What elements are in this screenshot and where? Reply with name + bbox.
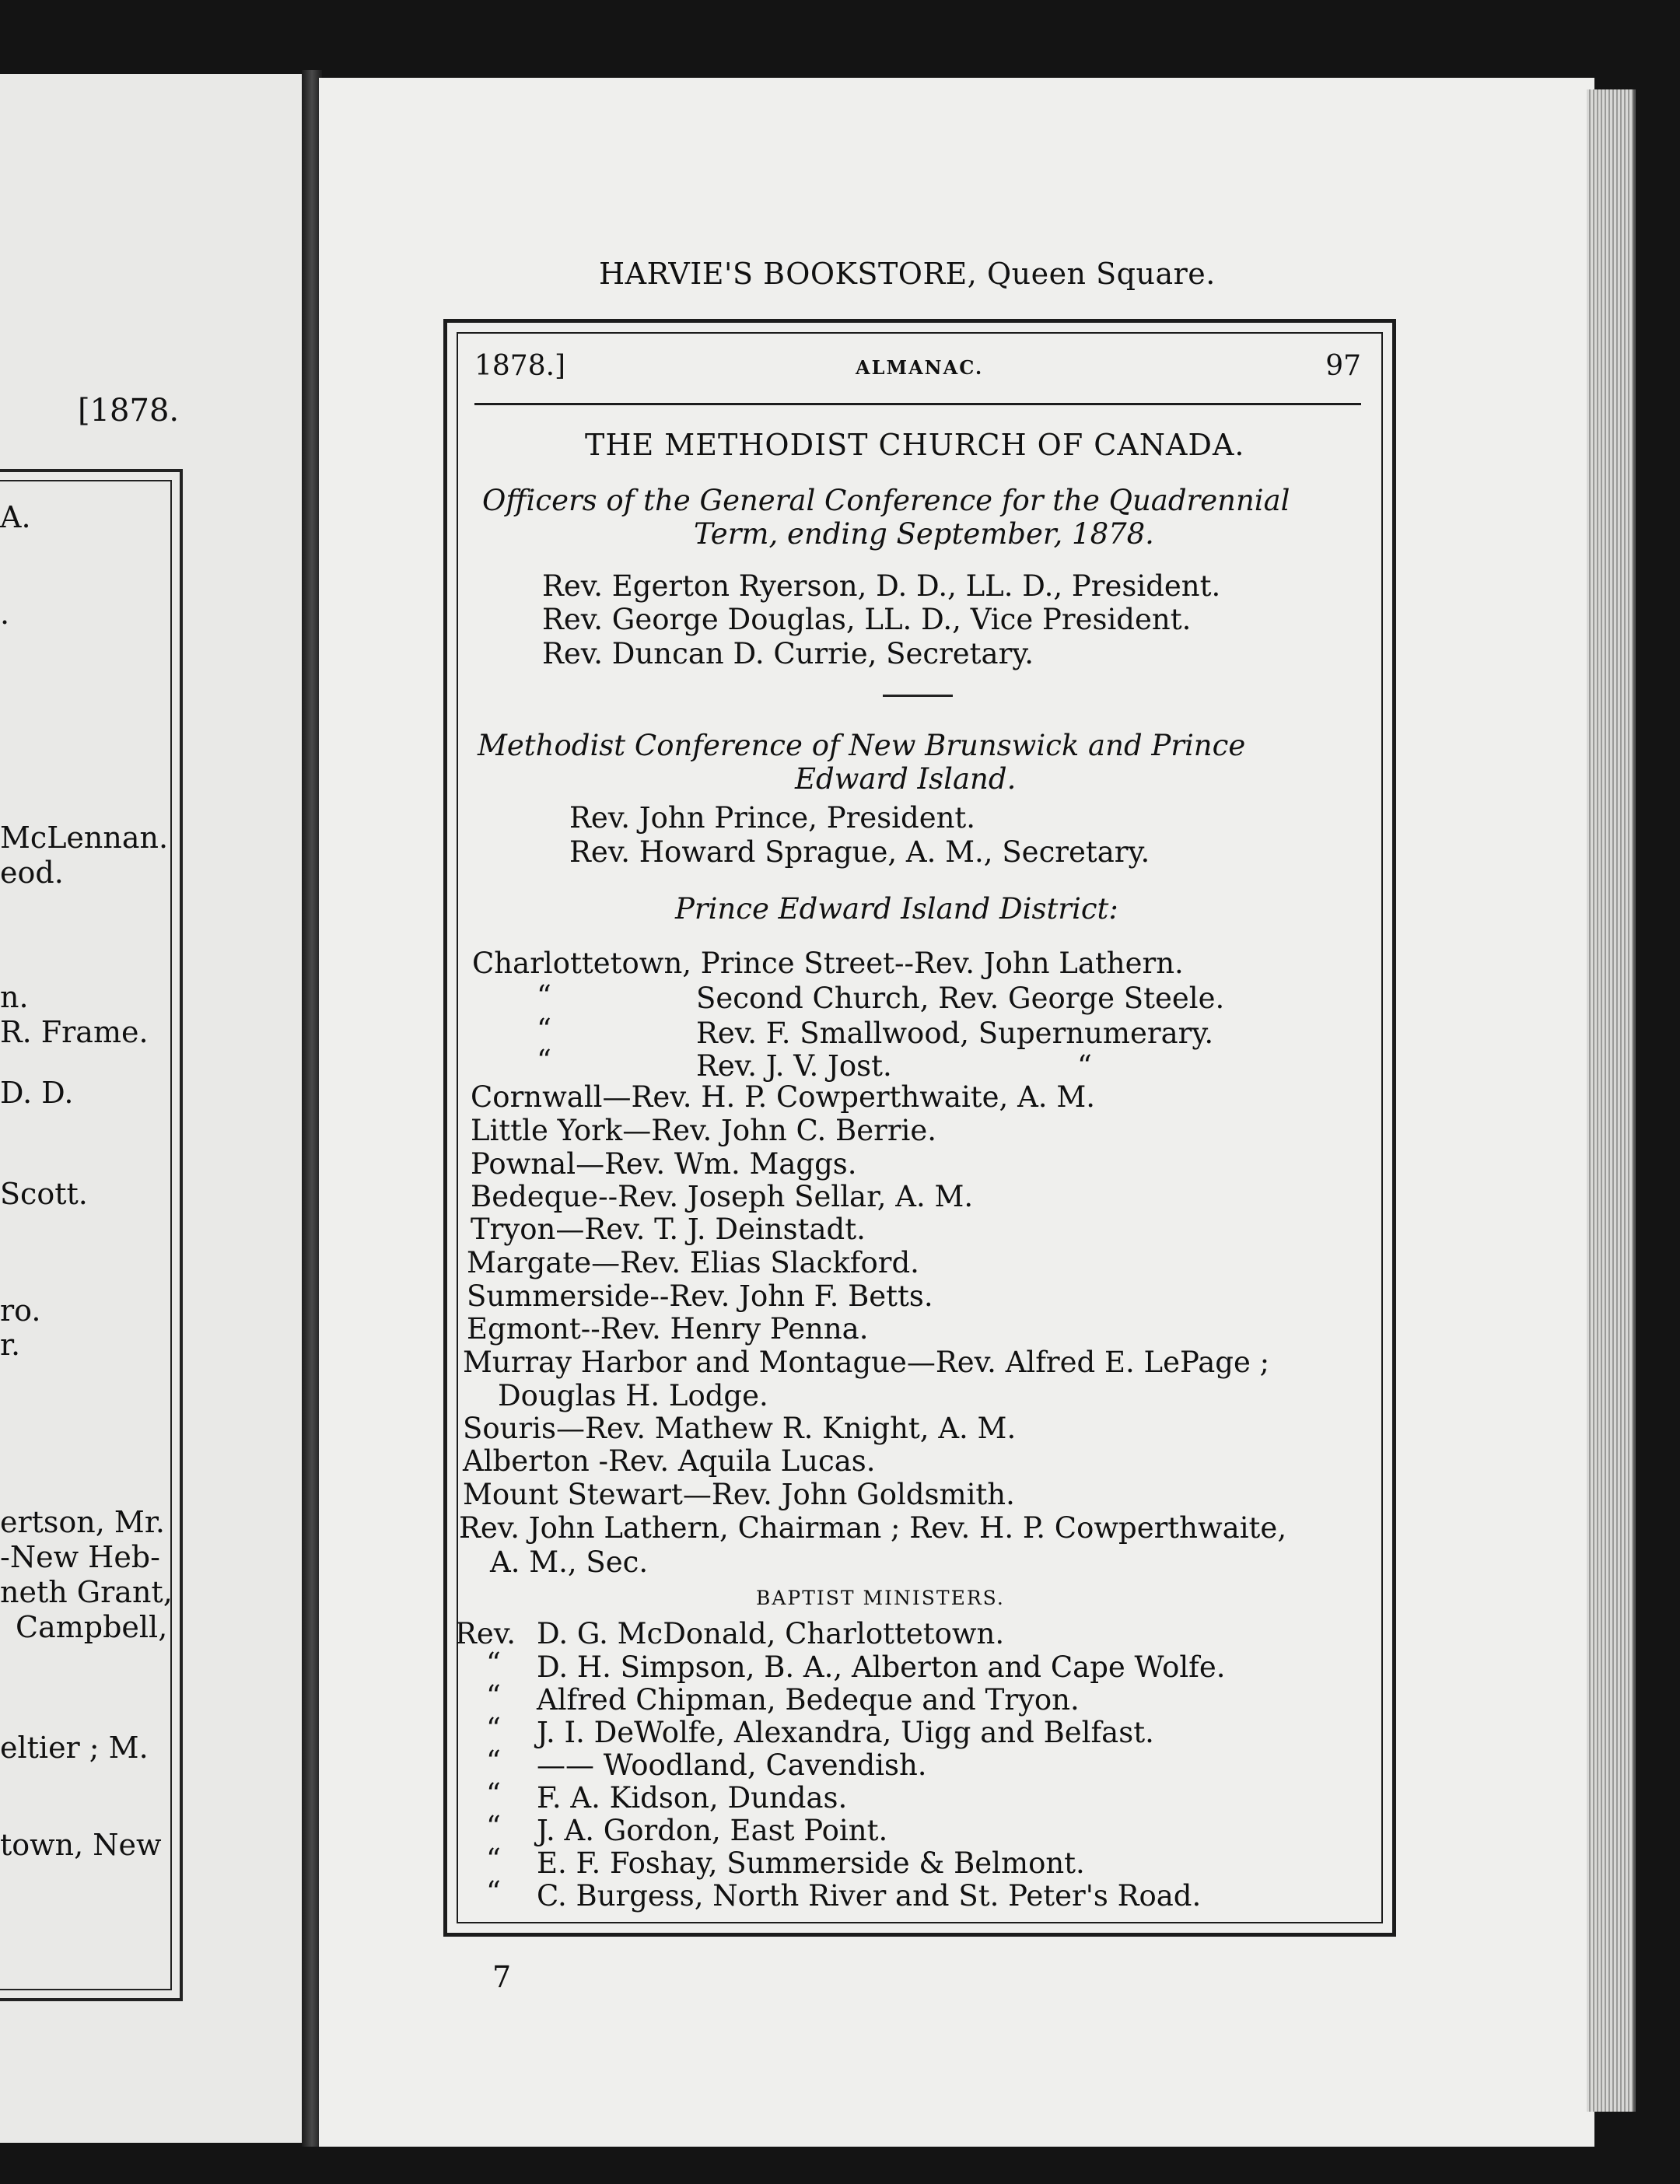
left-fragment: R. Frame.: [0, 1015, 149, 1049]
district-line: Douglas H. Lodge.: [498, 1379, 768, 1412]
district-line: Alberton -Rev. Aquila Lucas.: [463, 1444, 876, 1478]
ditto-mark: “: [486, 1647, 501, 1680]
folio-section: ALMANAC.: [856, 356, 984, 379]
baptist-line: —— Woodland, Cavendish.: [537, 1748, 927, 1782]
ditto-mark: “: [486, 1875, 501, 1909]
officer-line: Rev. Duncan D. Currie, Secretary.: [542, 637, 1034, 670]
ditto-mark: “: [486, 1679, 501, 1713]
ditto-mark: “: [486, 1843, 501, 1876]
district-line: Rev. John Lathern, Chairman ; Rev. H. P. Cowperthwaite,: [459, 1511, 1287, 1545]
folio-row: [474, 350, 1361, 397]
left-fragment: A.: [0, 500, 31, 534]
page-edges: [1587, 89, 1636, 2112]
baptist-line: Alfred Chipman, Bedeque and Tryon.: [537, 1683, 1080, 1717]
district-line: Pownal—Rev. Wm. Maggs.: [471, 1147, 857, 1181]
district-line: Charlottetown, Prince Street--Rev. John Lathern.: [472, 947, 1184, 980]
ditto-mark: “: [1077, 1049, 1092, 1083]
officers-heading: Officers of the General Conference for the Quadrennial: [482, 484, 1290, 517]
ditto-mark: “: [537, 1044, 551, 1077]
ditto-mark: “: [486, 1745, 501, 1778]
district-line: Egmont--Rev. Henry Penna.: [467, 1312, 869, 1346]
officer-line: Rev. Egerton Ryerson, D. D., LL. D., President.: [542, 569, 1221, 603]
district-line: Summerside--Rev. John F. Betts.: [467, 1279, 933, 1313]
left-fragment: D. D.: [0, 1076, 74, 1110]
district-line: Souris—Rev. Mathew R. Knight, A. M.: [463, 1412, 1017, 1445]
left-fragment: ro.: [0, 1293, 41, 1328]
district-line: Murray Harbor and Montague—Rev. Alfred E. LePage ;: [463, 1346, 1270, 1379]
baptist-line: J. I. DeWolfe, Alexandra, Uigg and Belfast.: [537, 1716, 1154, 1749]
left-fragment: n.: [0, 980, 29, 1014]
ditto-mark: “: [537, 979, 551, 1013]
district-line: Rev. F. Smallwood, Supernumerary.: [696, 1017, 1214, 1050]
district-line: A. M., Sec.: [490, 1545, 649, 1579]
left-fragment: -New Heb-: [0, 1540, 160, 1574]
ditto-mark: “: [486, 1810, 501, 1843]
left-fragment: Scott.: [0, 1177, 88, 1211]
section-divider: [883, 695, 953, 697]
baptist-line: F. A. Kidson, Dundas.: [537, 1781, 848, 1815]
district-line: Cornwall—Rev. H. P. Cowperthwaite, A. M.: [471, 1080, 1095, 1114]
ditto-mark: “: [537, 1013, 551, 1046]
officer-line: Rev. George Douglas, LL. D., Vice President.: [542, 603, 1192, 636]
left-fragment: r.: [0, 1328, 21, 1362]
conference-officer: Rev. Howard Sprague, A. M., Secretary.: [569, 835, 1150, 869]
left-page: [0, 74, 311, 2143]
baptist-heading: BAPTIST MINISTERS.: [756, 1587, 1005, 1609]
left-fragment: eod.: [0, 856, 64, 890]
methodist-title: THE METHODIST CHURCH OF CANADA.: [585, 428, 1245, 462]
officers-heading-cont: Term, ending September, 1878.: [694, 517, 1154, 551]
left-fragment: neth Grant,: [0, 1575, 173, 1609]
baptist-line: D. H. Simpson, B. A., Alberton and Cape Wolfe.: [537, 1650, 1226, 1684]
left-fragment: Campbell,: [16, 1610, 168, 1644]
header-rule: [474, 403, 1361, 405]
baptist-line: E. F. Foshay, Summerside & Belmont.: [537, 1846, 1085, 1880]
district-line: Second Church, Rev. George Steele.: [696, 982, 1225, 1015]
baptist-line: C. Burgess, North River and St. Peter's Road.: [537, 1879, 1202, 1913]
district-line: Bedeque--Rev. Joseph Sellar, A. M.: [471, 1180, 974, 1213]
folio-year: 1878.]: [474, 350, 566, 382]
left-fragment: ertson, Mr.: [0, 1505, 165, 1539]
district-line: Margate—Rev. Elias Slackford.: [467, 1246, 919, 1279]
district-line: Mount Stewart—Rev. John Goldsmith.: [463, 1478, 1015, 1511]
ditto-mark: “: [486, 1712, 501, 1745]
signature-mark: 7: [492, 1960, 512, 1994]
district-heading: Prince Edward Island District:: [675, 892, 1118, 926]
left-fragment: eltier ; M.: [0, 1731, 149, 1765]
baptist-prefix: Rev.: [455, 1617, 516, 1650]
conference-heading: Methodist Conference of New Brunswick and Prince: [478, 729, 1246, 762]
district-line: Little York—Rev. John C. Berrie.: [471, 1114, 937, 1147]
left-page-year: [1878.: [78, 393, 180, 429]
left-page-border: [0, 469, 183, 2001]
page-number: 97: [1325, 350, 1361, 382]
running-head: HARVIE'S BOOKSTORE, Queen Square.: [599, 257, 1216, 291]
left-fragment: McLennan.: [0, 821, 169, 855]
baptist-line: D. G. McDonald, Charlottetown.: [537, 1617, 1005, 1650]
left-fragment: town, New: [0, 1828, 162, 1862]
district-line: Tryon—Rev. T. J. Deinstadt.: [471, 1213, 866, 1246]
baptist-line: J. A. Gordon, East Point.: [537, 1814, 888, 1847]
left-fragment: .: [0, 597, 10, 631]
ditto-mark: “: [486, 1777, 501, 1811]
conference-heading-cont: Edward Island.: [795, 762, 1017, 796]
district-line: Rev. J. V. Jost.: [696, 1049, 892, 1083]
conference-officer: Rev. John Prince, President.: [569, 801, 976, 835]
